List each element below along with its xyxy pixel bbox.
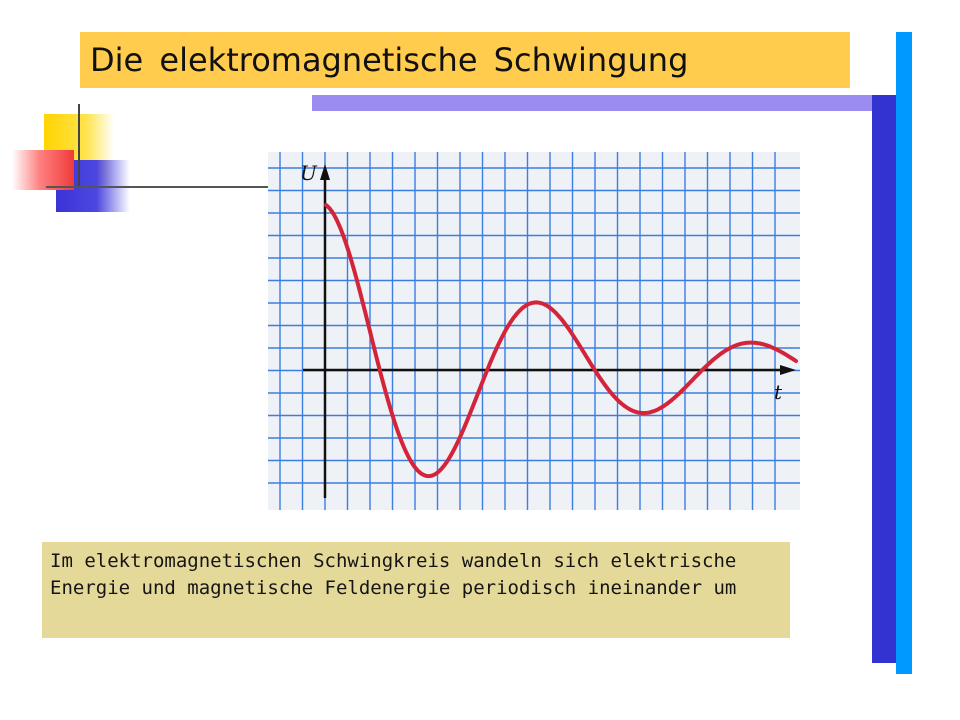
title-banner <box>80 32 850 88</box>
caption-text: Im elektromagnetischen Schwingkreis wandeln sich elektrische Energie und magnetische Feldenergie periodisch ineinander um <box>50 550 737 599</box>
oscillation-figure <box>268 152 800 510</box>
caption-box <box>42 542 790 638</box>
y-axis-label: U <box>300 161 317 185</box>
decor-horizontal-line <box>46 186 268 188</box>
decor-red-square <box>12 150 74 190</box>
decor-vertical-line <box>78 104 80 188</box>
accent-bar-vertical-light <box>896 32 912 674</box>
accent-bar-vertical-dark <box>872 95 896 663</box>
accent-bar-horizontal <box>312 95 894 111</box>
slide-title: Die elektromagnetische Schwingung <box>90 41 689 79</box>
oscillation-graph <box>268 152 800 510</box>
x-axis-label: t <box>774 380 783 404</box>
